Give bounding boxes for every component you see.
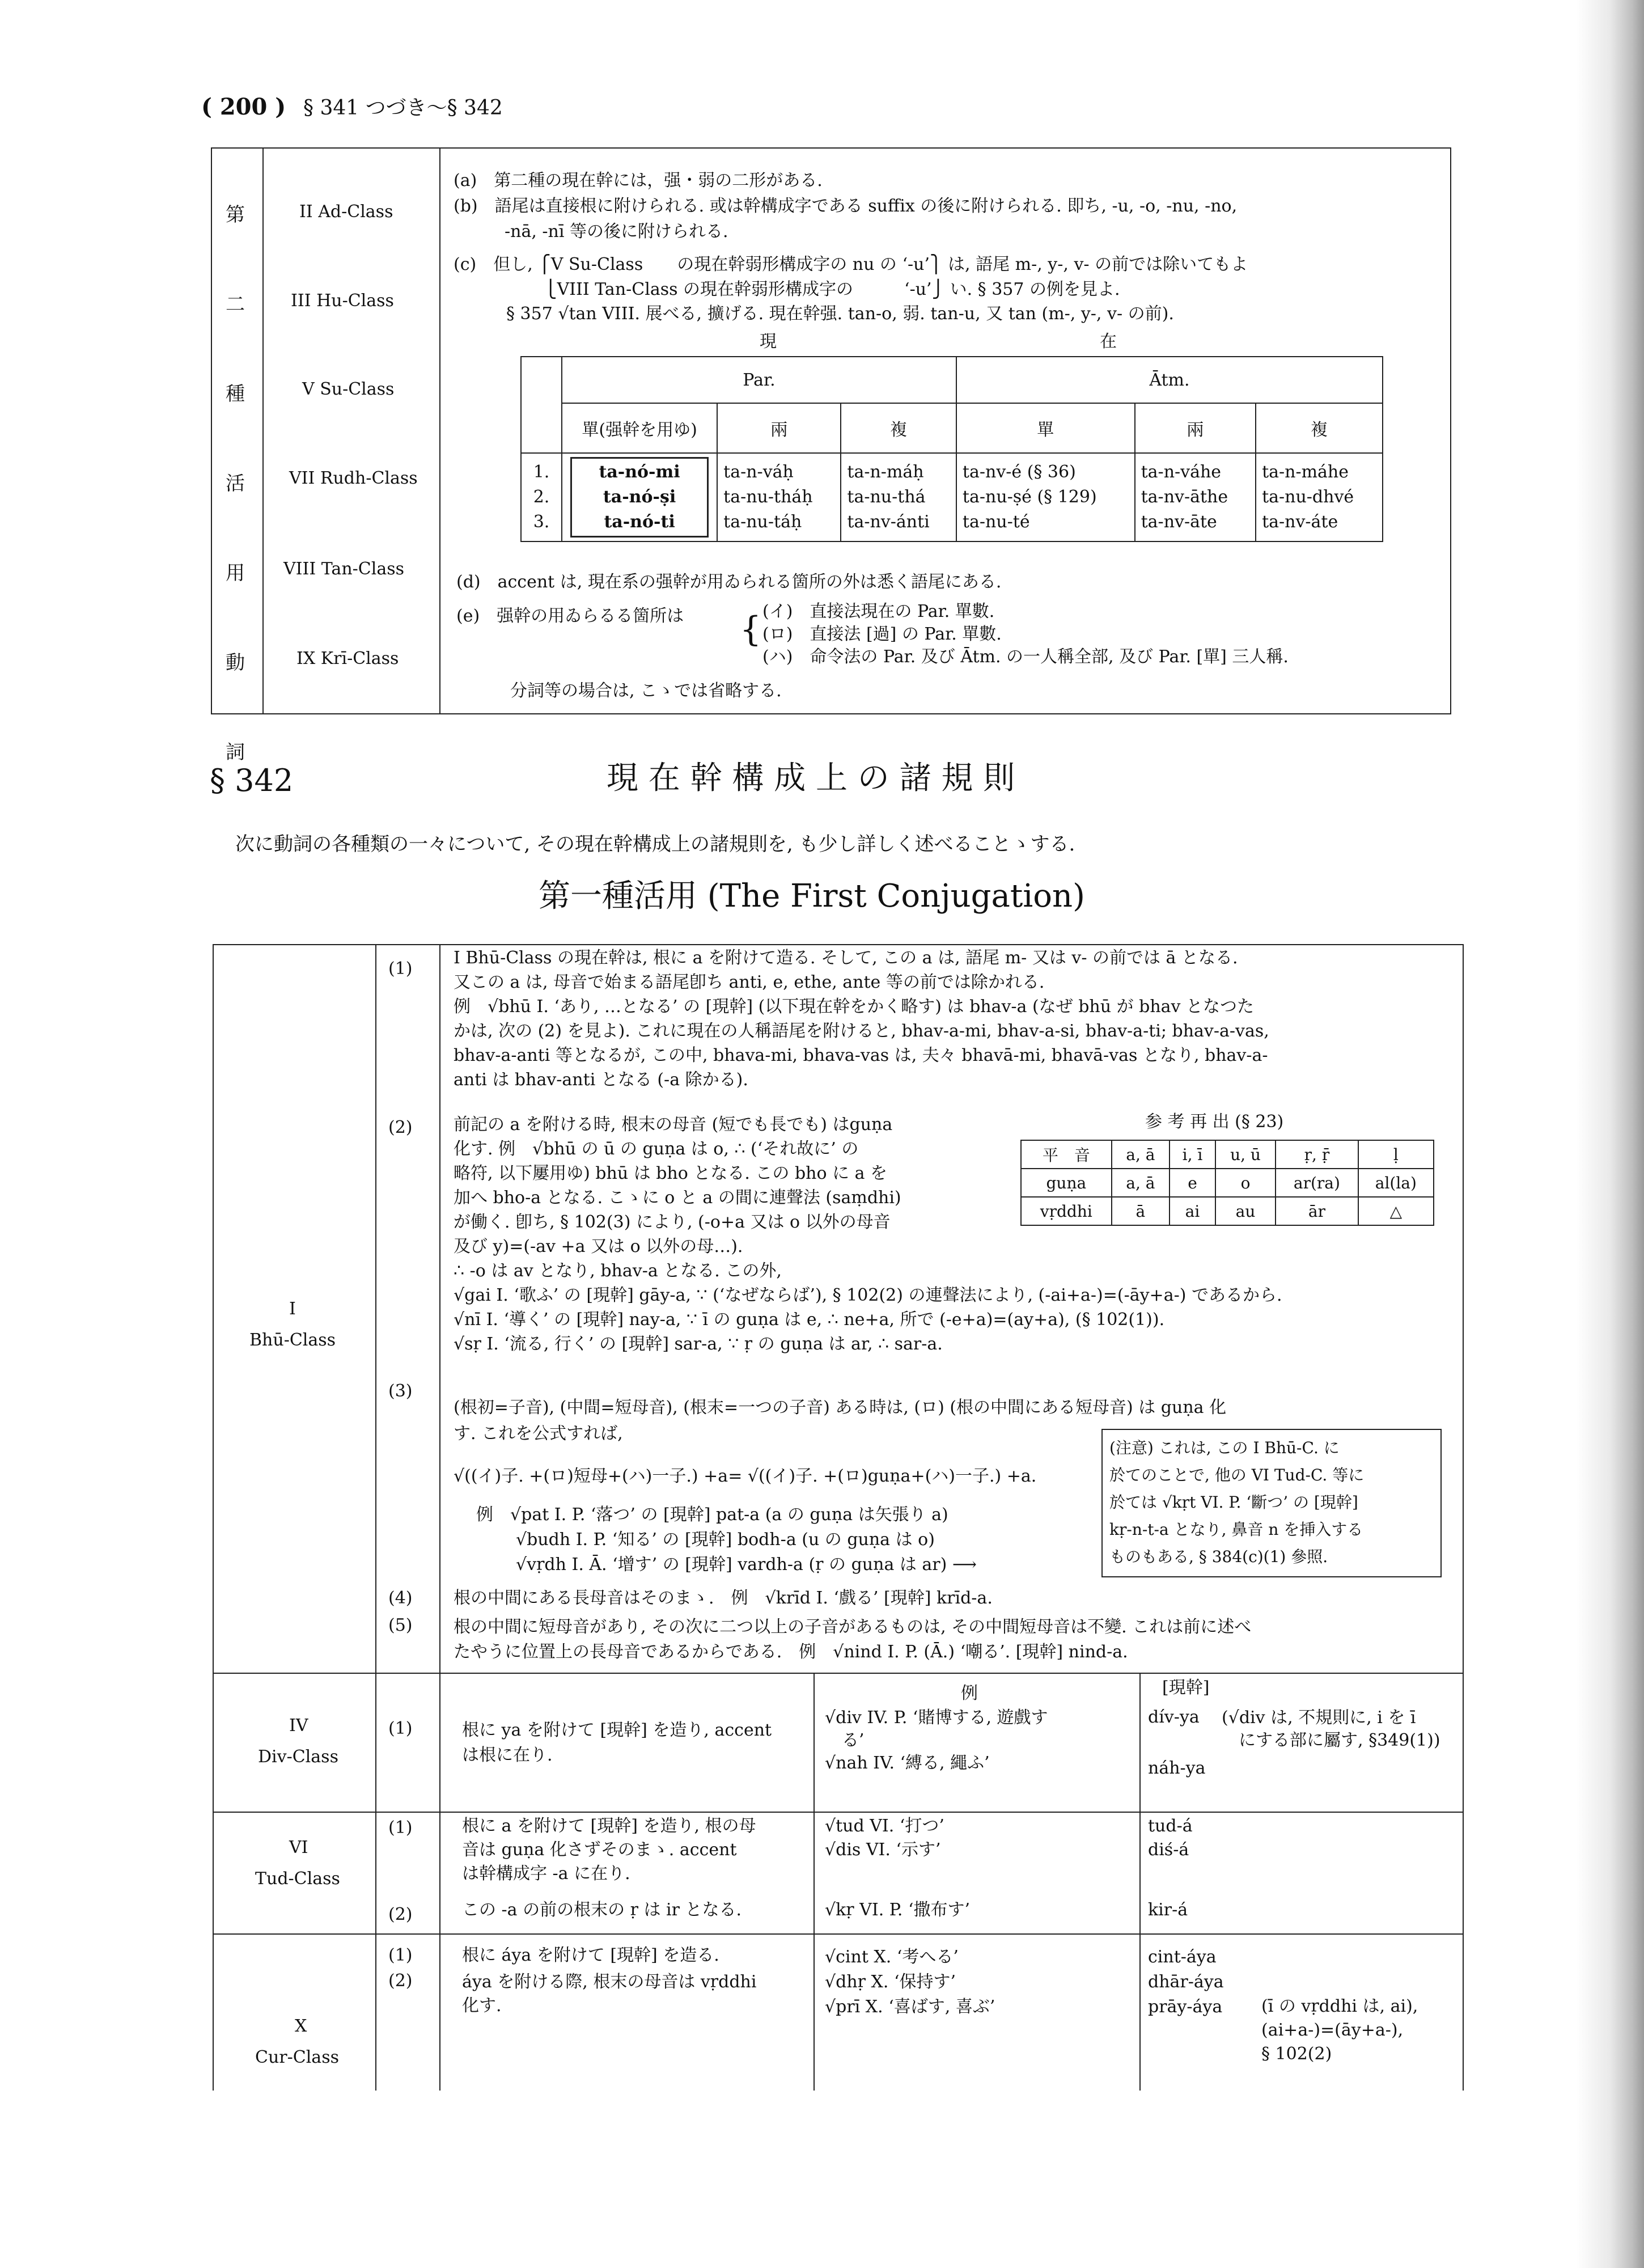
rule-c1a: (c) 但し, ⎧V Su-Class の現在幹弱形構成字の nu の ‘-u’⎫ は, 語尾 m-, y-, v- の前では除いてもよ [454, 255, 1248, 274]
div-label-2: Div-Class [258, 1747, 338, 1767]
bhu-n1: (1) [388, 959, 413, 979]
div-note: (√div は, 不規則に, i を ī にする部に屬す, §349(1)) [1222, 1708, 1440, 1750]
bhu-label-1: I [289, 1299, 296, 1319]
tud-label-1: VI [289, 1838, 308, 1857]
guna-formula: √((イ)子. +(ロ)短母+(ハ)一子.) +a= √((イ)子. +(ロ)guṇa+(ハ)一子.) +a. [454, 1466, 1037, 1486]
section-title: 現 在 幹 構 成 上 の 諸 規 則 [607, 760, 1015, 797]
cur-rule-1: 根に áya を附けて [現幹] を造る. [462, 1945, 719, 1965]
bhu-examples: 例 √pat I. P. ‘落つ’ の [現幹] pat-a (a の guṇa は矢張り a) √budh I. P. ‘知る’ の [現幹] bodh-a (u の guṇa は o) √vṛdh I. Ā. ‘增す’ の [現幹] vardh-a (ṛ の guṇa は ar) ⟶ [476, 1505, 977, 1575]
strong-stem-3: ta-nó-ti [604, 512, 675, 532]
bhu-p5: 根の中間に短母音があり, その次に二つ以上の子音があるものは, その中間短母音は不變. これは前に述べ たやうに位置上の長母音であるからである. 例 √nind I. P. (Ā.) ‘嘲る’. [現幹] nind-a. [454, 1617, 1252, 1662]
strong-stem-2: ta-nó-ṣi [603, 487, 676, 507]
cur-label-1: X [295, 2016, 307, 2036]
rule-c2: § 357 √tan VIII. 展べる, 擴げる. 現在幹强. tan-o, 弱. tan-u, 又 tan (m-, y-, v- の前). [506, 304, 1174, 324]
cur-label-2: Cur-Class [255, 2047, 339, 2067]
bhu-p3: (根初=子音), (中間=短母音), (根末=一つの子音) ある時は, (ロ) (根の中間にある短母音) は guṇa 化 す. これを公式すれば, [454, 1398, 1227, 1444]
tud-rule: 根に a を附けて [現幹] を造り, 根の母 音は guṇa 化さずそのまゝ. accent は幹構成字 -a に在り. [462, 1816, 756, 1884]
note-box: (注意) これは, この I Bhū-C. に 於てのことで, 他の VI Tud-C. 等に 於ては √kṛt VI. P. ‘斷つ’ の [現幹] kṛ-n-t-a となり, 鼻音 n を挿入する ものもある, § 384(c)(1) 參照. [1101, 1429, 1442, 1577]
cur-n1: (1) [388, 1945, 413, 1965]
cur-note: (ī の vṛddhi は, ai), (ai+a-)=(āy+a-), § 102(2) [1261, 1996, 1418, 2064]
cur-examples: √cint X. ‘考へる’ √dhṛ X. ‘保持す’ √prī X. ‘喜ばす, 喜ぶ’ [825, 1947, 995, 2017]
ref-table-title: 参 考 再 出 (§ 23) [1145, 1112, 1284, 1132]
section-intro: 次に動詞の各種類の一々について, その現在幹構成上の諸規則を, も少し詳しく述べることゝする. [235, 833, 1075, 856]
bhu-n4: (4) [388, 1588, 413, 1608]
ref-table: 平 音 a, ā i, ī u, ū ṛ, ṝ ḷ guṇa a, ā e o ar(ra) al(la) vṛddhi ā ai au ār △ [1020, 1140, 1434, 1226]
class-viii: VIII Tan-Class [283, 559, 405, 579]
stem-header: [現幹] [1162, 1678, 1210, 1698]
tud-stem-3: kir-á [1148, 1900, 1188, 1920]
tud-stems: tud-á diś-á [1148, 1816, 1193, 1860]
bhu-n5: (5) [388, 1615, 413, 1635]
rule-e1: (イ) 直接法現在の Par. 單數. [762, 602, 995, 621]
tud-n2: (2) [388, 1905, 413, 1924]
rule-c1b: ⎩VIII Tan-Class の現在幹弱形構成字の ‘-u’⎭ い. § 357 の例を見よ. [544, 280, 1120, 299]
cur-rule-2: áya を附ける際, 根末の母音は vṛddhi 化す. [462, 1972, 757, 2016]
rule-e3: (ハ) 命令法の Par. 及び Ātm. の一人稱全部, 及び Par. [單] 三人稱. [762, 647, 1289, 667]
bhu-p4: 根の中間にある長母音はそのまゝ. 例 √krīd I. ‘戲る’ [現幹] krīd-a. [454, 1588, 993, 1608]
tud-n1: (1) [388, 1818, 413, 1838]
strong-stem-1: ta-nó-mi [599, 462, 680, 482]
tud-examples: √tud VI. ‘打つ’ √dis VI. ‘示す’ [825, 1816, 944, 1860]
bhu-n2: (2) [388, 1118, 413, 1137]
bhu-n3: (3) [388, 1381, 413, 1401]
class-ii: II Ad-Class [299, 202, 393, 222]
rule-e4: 分詞等の場合は, こゝでは省略する. [510, 681, 782, 701]
div-examples: √div IV. P. ‘賭博する, 遊戲す る’ √nah IV. ‘縛る, 繩ふ’ [825, 1708, 1048, 1773]
rule-b1: (b) 語尾は直接根に附けられる. 或は幹構成字である suffix の後に附けられる. 即ち, -u, -o, -nu, -no, [454, 196, 1238, 216]
div-n: (1) [388, 1719, 413, 1738]
class-ix: IX Krī-Class [296, 649, 399, 668]
rule-a: (a) 第二種の現在幹には，强・弱の二形がある. [454, 171, 823, 191]
tan-conjugation-table: Par. Ātm. 單(强幹を用ゆ) 兩 複 單 兩 複 1. 2. 3. ta-nó-mi ta-nó-ṣi ta-nó-ti ta-n-váḥ ta-nu-tháḥ ta-nu-táḥ ta-n-máḥ ta-nu-thá ta-nv-ánti ta-nv-é (§ 36) ta-nu-ṣé (§ 129) ta-nu-té ta-n-váhe ta-nv-āthe ta-nv-āte ta-n-máhe ta-nu-dhvé ta-nv-áte [520, 356, 1383, 542]
div-label-1: IV [289, 1716, 308, 1736]
rule-e2: (ロ) 直接法 [過] の Par. 單數. [762, 624, 1002, 644]
rule-b2: -nā, -nī 等の後に附けられる. [505, 222, 728, 242]
tud-rule-2: この -a の前の根末の ṛ は ir となる. [462, 1900, 742, 1920]
rule-d: (d) accent は, 現在系の强幹が用ゐられる箇所の外は悉く語尾にある. [456, 572, 1002, 592]
bhu-label-2: Bhū-Class [249, 1330, 336, 1350]
class-v: V Su-Class [302, 379, 395, 399]
section-number: § 342 [210, 763, 294, 798]
bhu-p1: I Bhū-Class の現在幹は, 根に a を附けて造る. そして, この a は, 語尾 m- 又は v- の前では ā となる. 又この a は, 母音で始まる語尾卽ち anti, e, ethe, ante 等の前では除かれる. 例 √bhū I. ‘あり, …となる’ の [現幹] (以下現在幹をかく略す) は bhav-a (なぜ bhū が bhav となつた かは, 次の (2) を見よ). これに現在の人稱語尾を附けると, bhav-a-mi, bhav-a-si, bhav-a-ti; bhav-a-vas, bhav-a-anti 等となるが, この中, bhava-mi, bhava-vas は, 夫々 bhavā-mi, bhavā-vas となり, bhav-a- anti は bhav-anti となる (-a 除かる). [454, 948, 1269, 1090]
tud-example-3: √kṛ VI. P. ‘撒布す’ [825, 1900, 971, 1920]
class-iii: III Hu-Class [291, 291, 394, 311]
div-stem-1: dív-ya [1148, 1707, 1200, 1727]
class-vii: VII Rudh-Class [289, 468, 418, 488]
tud-label-2: Tud-Class [255, 1869, 340, 1889]
cur-n2: (2) [388, 1971, 413, 1991]
example-header: 例 [961, 1683, 978, 1703]
rule-c3: 現 在 [760, 332, 1117, 352]
page-number: ( 200 ) [201, 94, 286, 120]
cur-stems: cint-áya dhār-áya prāy-áya [1148, 1947, 1224, 2017]
bhu-p2: 前記の a を附ける時, 根末の母音 (短でも長でも) はguṇa 化す. 例 √bhū の ū の guṇa は o, ∴ (‘それ故に’ の 略符, 以下屢用ゆ) bhū は bho となる. この bho に a を 加へ bho-a となる. こゝに o と a の間に連聲法 (saṃdhi) が働く. 卽ち, § 102(3) により, (-o+a 又は o 以外の母音 及び y)=(-av +a 又は o 以外の母…). ∴ -o は av となり, bhav-a となる. この外, √gai I. ‘歌ふ’ の [現幹] gāy-a, ∵ (‘なぜならば’), § 102(2) の連聲法により, (-ai+a-)=(-āy+a-) であるから. √nī I. ‘導く’ の [現幹] nay-a, ∵ ī の guṇa は e, ∴ ne+a, 所で (-e+a)=(ay+a), (§ 102(1)). √sṛ I. ‘流る, 行く’ の [現幹] sar-a, ∵ ṛ の guṇa は ar, ∴ sar-a. [454, 1115, 1282, 1354]
side-title: 第 二 種 活 用 動 詞 [226, 204, 245, 764]
section-subtitle: 第一種活用 (The First Conjugation) [539, 878, 1085, 915]
brace: { [740, 610, 762, 649]
div-rule: 根に ya を附けて [現幹] を造り, accent は根に在り. [462, 1720, 772, 1765]
div-stem-2: náh-ya [1148, 1758, 1206, 1778]
section-ref: § 341 つづき〜§ 342 [303, 96, 503, 120]
rule-e: (e) 强幹の用ゐらるる箇所は [456, 606, 684, 626]
